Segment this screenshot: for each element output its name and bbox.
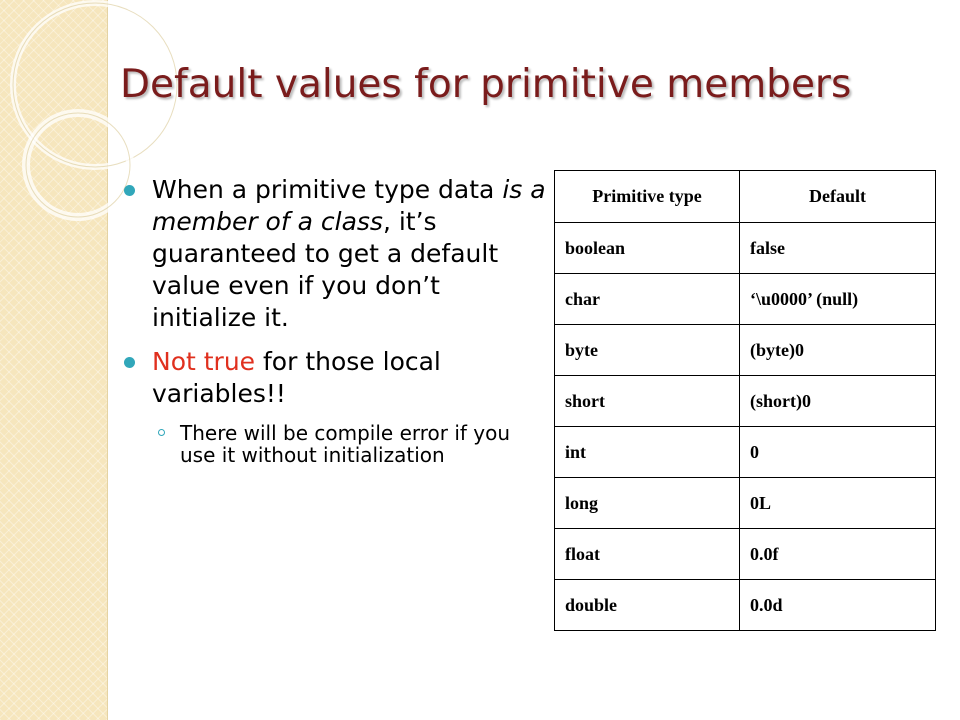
bullet-text-end: , it’s guaranteed to get a default value even if you don’t initialize it. xyxy=(152,207,499,332)
default-cell: false xyxy=(740,223,936,274)
table-row xyxy=(555,325,936,376)
sub-bullet-ring-icon xyxy=(158,429,165,436)
type-cell: float xyxy=(555,529,740,580)
sub-bullet-text: There will be compile error if you use it without initialization xyxy=(180,421,511,467)
default-cell: 0.0d xyxy=(740,580,936,631)
bullet-text-italic: is a member of a class xyxy=(152,175,546,236)
default-cell: (byte)0 xyxy=(740,325,936,376)
type-cell: byte xyxy=(555,325,740,376)
type-cell: double xyxy=(555,580,740,631)
bullet-item-local-variables xyxy=(122,346,547,466)
bullet-text-end: for those local variables!! xyxy=(152,347,441,408)
type-cell: char xyxy=(555,274,740,325)
type-cell: long xyxy=(555,478,740,529)
type-cell: boolean xyxy=(555,223,740,274)
sub-bullet-compile-error xyxy=(152,422,547,466)
bullet-highlight-text: Not true xyxy=(152,347,256,376)
table-row xyxy=(555,580,936,631)
header-default: Default xyxy=(740,171,936,223)
table-row xyxy=(555,529,936,580)
bullet-item-member-default xyxy=(122,174,547,334)
table-row xyxy=(555,427,936,478)
type-cell: short xyxy=(555,376,740,427)
table-row xyxy=(555,376,936,427)
default-cell: 0.0f xyxy=(740,529,936,580)
defaults-table xyxy=(554,170,936,631)
bullet-list xyxy=(122,174,547,466)
bullet-dot-icon xyxy=(124,185,135,196)
table-row xyxy=(555,274,936,325)
default-cell: ‘\u0000’ (null) xyxy=(740,274,936,325)
bullet-text-start: When a primitive type data xyxy=(152,175,503,204)
slide-title: Default values for primitive members xyxy=(120,62,852,107)
default-cell: 0L xyxy=(740,478,936,529)
header-primitive-type: Primitive type xyxy=(555,171,740,223)
default-cell: (short)0 xyxy=(740,376,936,427)
default-cell: 0 xyxy=(740,427,936,478)
table-row xyxy=(555,223,936,274)
table-header-row xyxy=(555,171,936,223)
type-cell: int xyxy=(555,427,740,478)
bullet-dot-icon xyxy=(124,357,135,368)
table-row xyxy=(555,478,936,529)
